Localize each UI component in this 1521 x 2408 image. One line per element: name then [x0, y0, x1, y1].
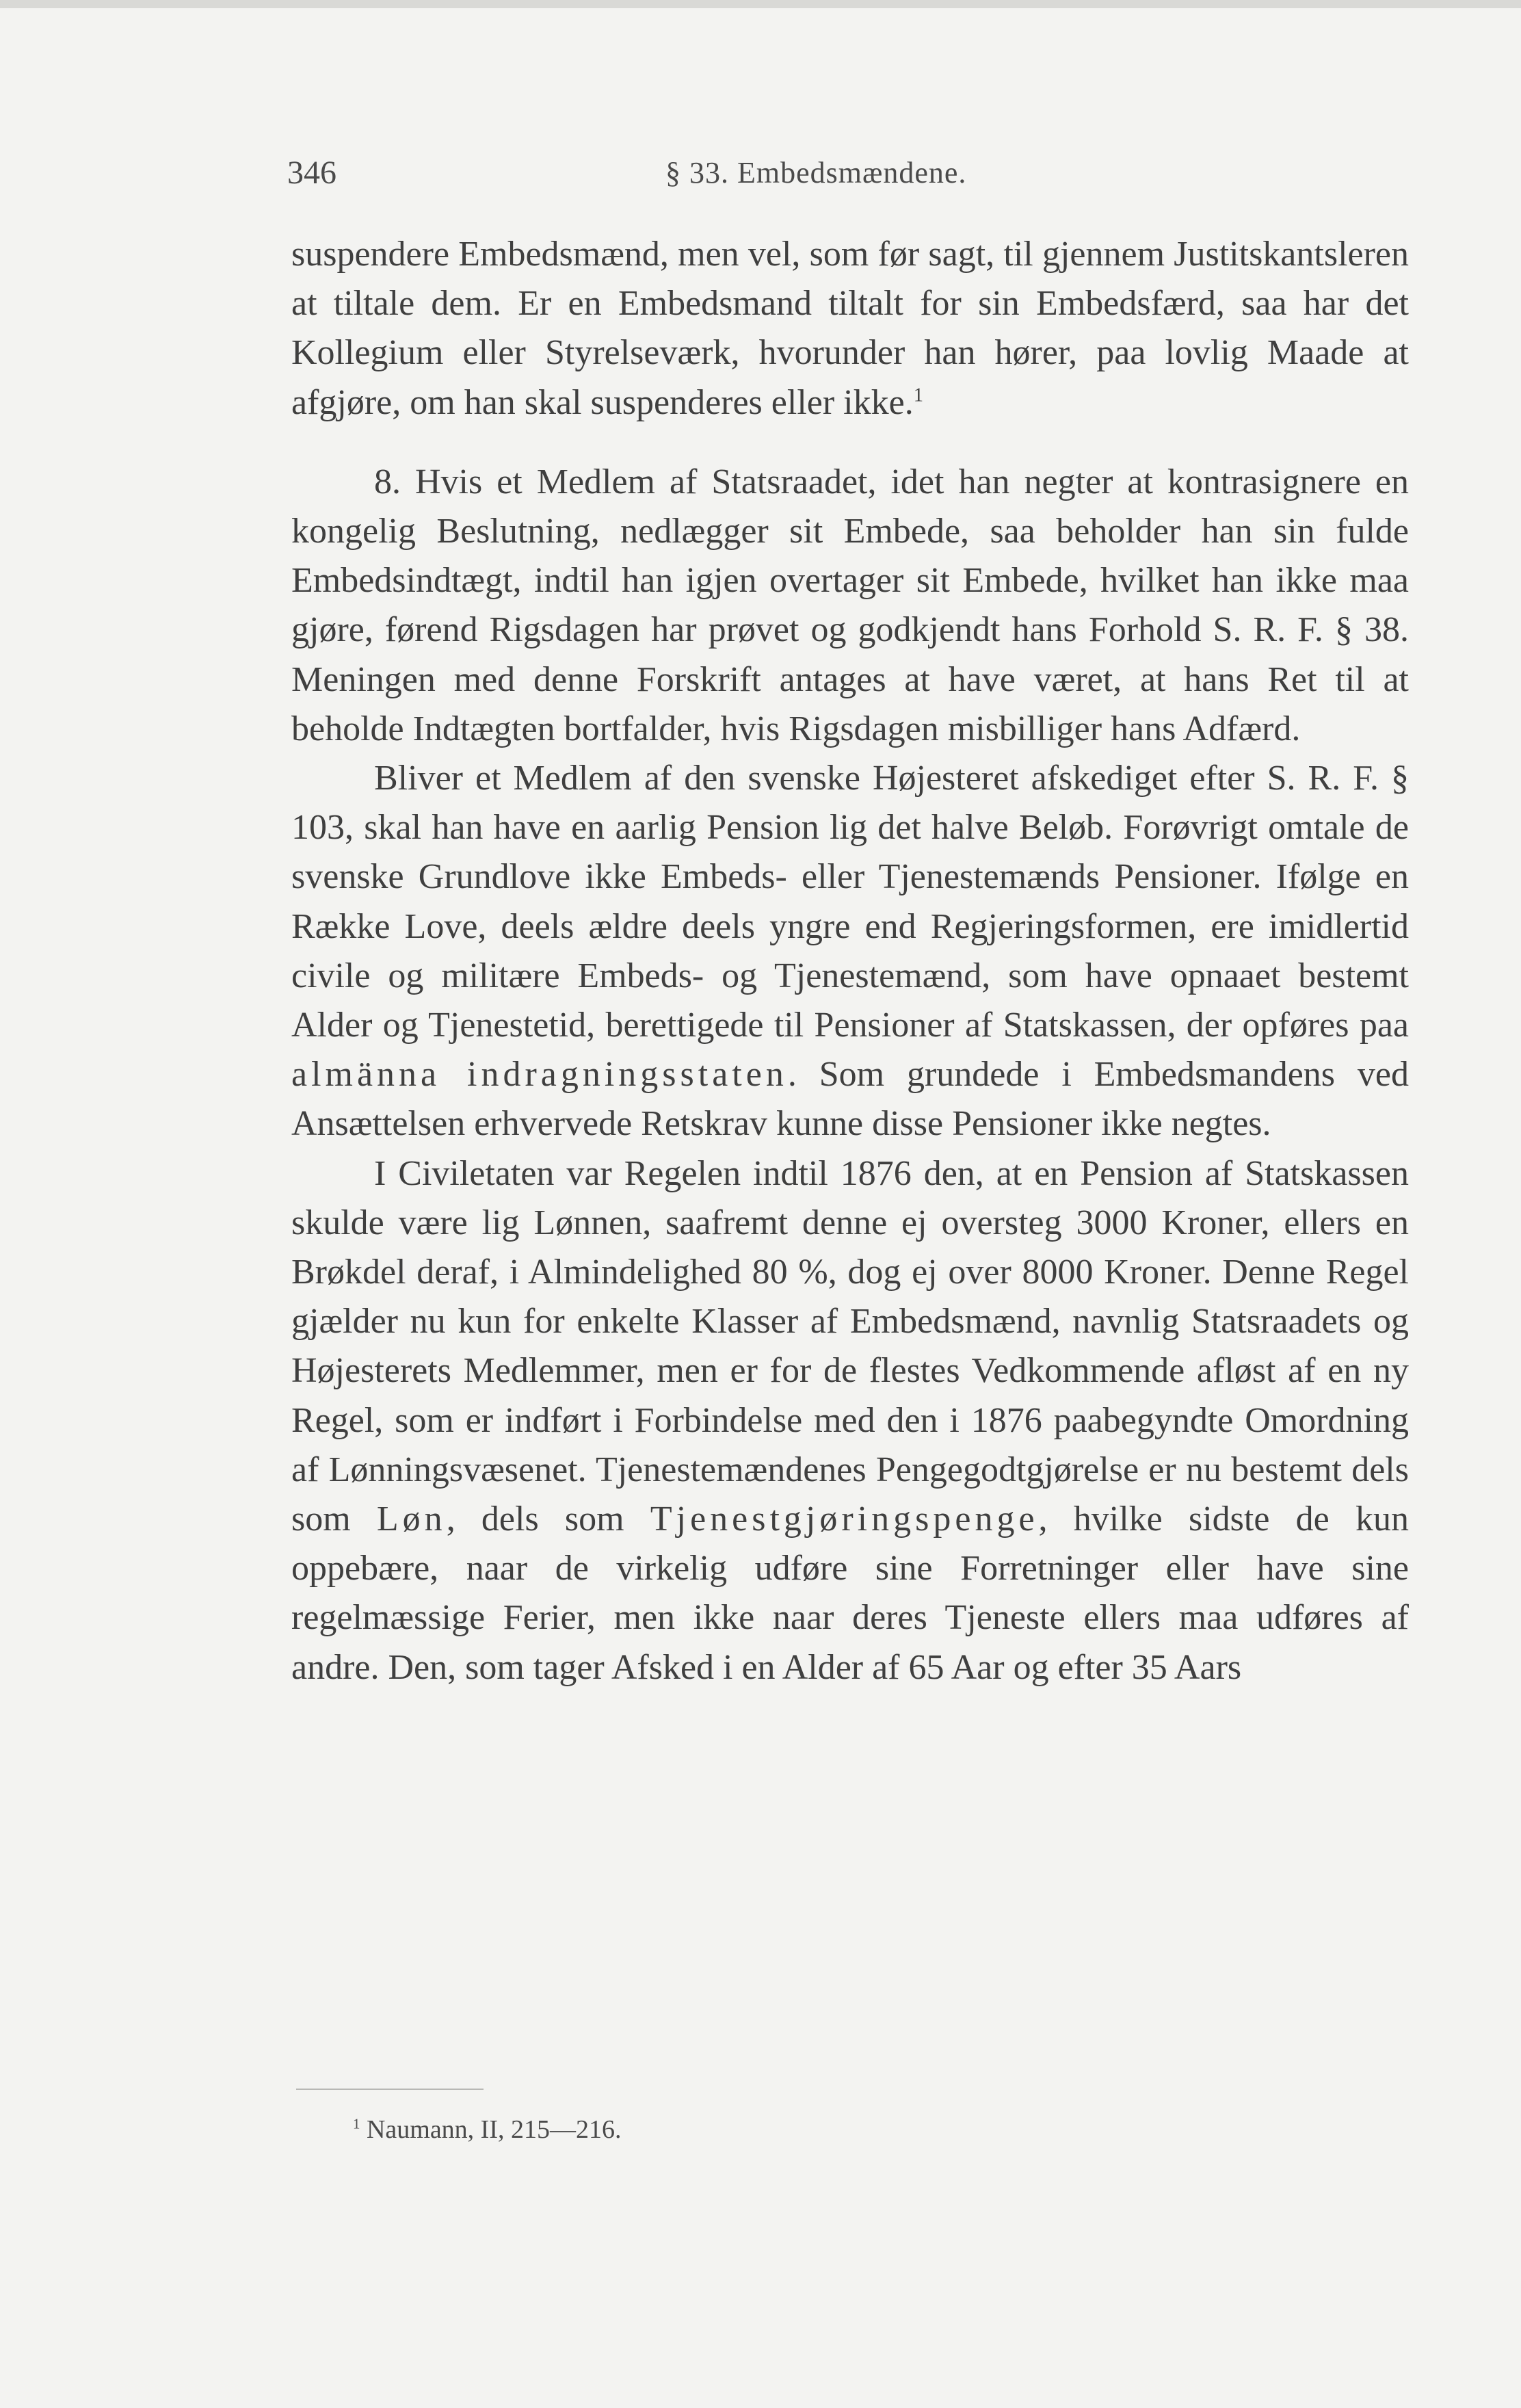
- footnote-divider: [296, 2089, 484, 2090]
- page-top-edge: [0, 0, 1521, 8]
- paragraph-3-text-b: . Som grundede i Embedsmandens ved Ansættelsen erhvervede Retskrav kunne disse Pensioner ikke negtes.: [291, 1055, 1409, 1144]
- paragraph-1-text: suspendere Embedsmænd, men vel, som før sagt, til gjennem Justitskantsleren at tiltale dem. Er en Embedsmand tiltalt for sin Embedsfærd, saa har det Kollegium eller Styrelseværk, hvorunder han hører, paa lovlig Maade at afgjøre, om han skal suspenderes eller ikke.: [291, 235, 1409, 422]
- paragraph-4-text-a: I Civiletaten var Regelen indtil 1876 den, at en Pension af Statskassen skulde være lig Lønnen, saafremt denne ej oversteg 3000 Kroner, ellers en Brøkdel deraf, i Almindelighed 80 %, dog ej over 8000 Kroner. Denne Regel gjælder nu kun for enkelte Klasser af Embedsmænd, navnlig Statsraadets og Højesterets Medlemmer, men er for de flestes Vedkommende afløst af en ny Regel, som er indført i Forbindelse med den i 1876 paabegyndte Omordning af Lønningsvæsenet. Tjenestemændenes Pengegodtgjørelse er nu bestemt dels som: [291, 1153, 1409, 1539]
- spaced-term-loen: Løn: [376, 1500, 447, 1539]
- footnote-text: Naumann, II, 215—216.: [366, 2115, 622, 2144]
- footnote: [353, 2113, 622, 2146]
- paragraph-1: [291, 230, 1409, 428]
- spaced-term-tjenestgjoeringspenge: Tjenestgjøringspenge: [650, 1500, 1039, 1539]
- spaced-term: almänna indragningsstaten: [291, 1055, 788, 1095]
- paragraph-4-text-c: , hvilke sidste de kun oppebære, naar de virkelig udføre sine Forretninger eller have sine regelmæssige Ferier, men ikke naar deres Tjeneste ellers maa udføres af andre. Den, som tager Afsked i en Alder af 65 Aar og efter 35 Aars: [291, 1500, 1409, 1687]
- footnote-marker: 1: [353, 2115, 360, 2132]
- paragraph-2: [291, 458, 1409, 754]
- running-head: § 33. Embedsmændene.: [665, 156, 967, 189]
- paragraph-4-text-b: , dels som: [446, 1500, 650, 1539]
- paragraph-4: [291, 1149, 1409, 1692]
- paragraph-3-text-a: Bliver et Medlem af den svenske Højesteret afskediget efter S. R. F. § 103, skal han have en aarlig Pension lig det halve Beløb. Forøvrigt omtale de svenske Grundlove ikke Embeds- eller Tjenestemænds Pensioner. Ifølge en Række Love, deels ældre deels yngre end Regjeringsformen, ere imidlertid civile og militære Embeds- og Tjenestemænd, som have opnaaet bestemt Alder og Tjenestetid, berettigede til Pensioner af Statskassen, der opføres paa: [291, 759, 1409, 1045]
- main-text: [291, 230, 1409, 1692]
- footnote-reference: 1: [913, 384, 923, 406]
- page-number: 346: [287, 155, 336, 191]
- paragraph-2-text: 8. Hvis et Medlem af Statsraadet, idet han negter at kontrasignere en kongelig Beslutning, nedlægger sit Embede, saa beholder han sin fulde Embedsindtægt, indtil han igjen overtager sit Embede, hvilket han ikke maa gjøre, førend Rigsdagen har prøvet og godkjendt hans Forhold S. R. F. § 38. Meningen med denne Forskrift antages at have været, at hans Ret til at beholde Indtægten bortfalder, hvis Rigsdagen misbilliger hans Adfærd.: [291, 462, 1409, 748]
- page-header: [287, 149, 1409, 197]
- paragraph-3: [291, 754, 1409, 1149]
